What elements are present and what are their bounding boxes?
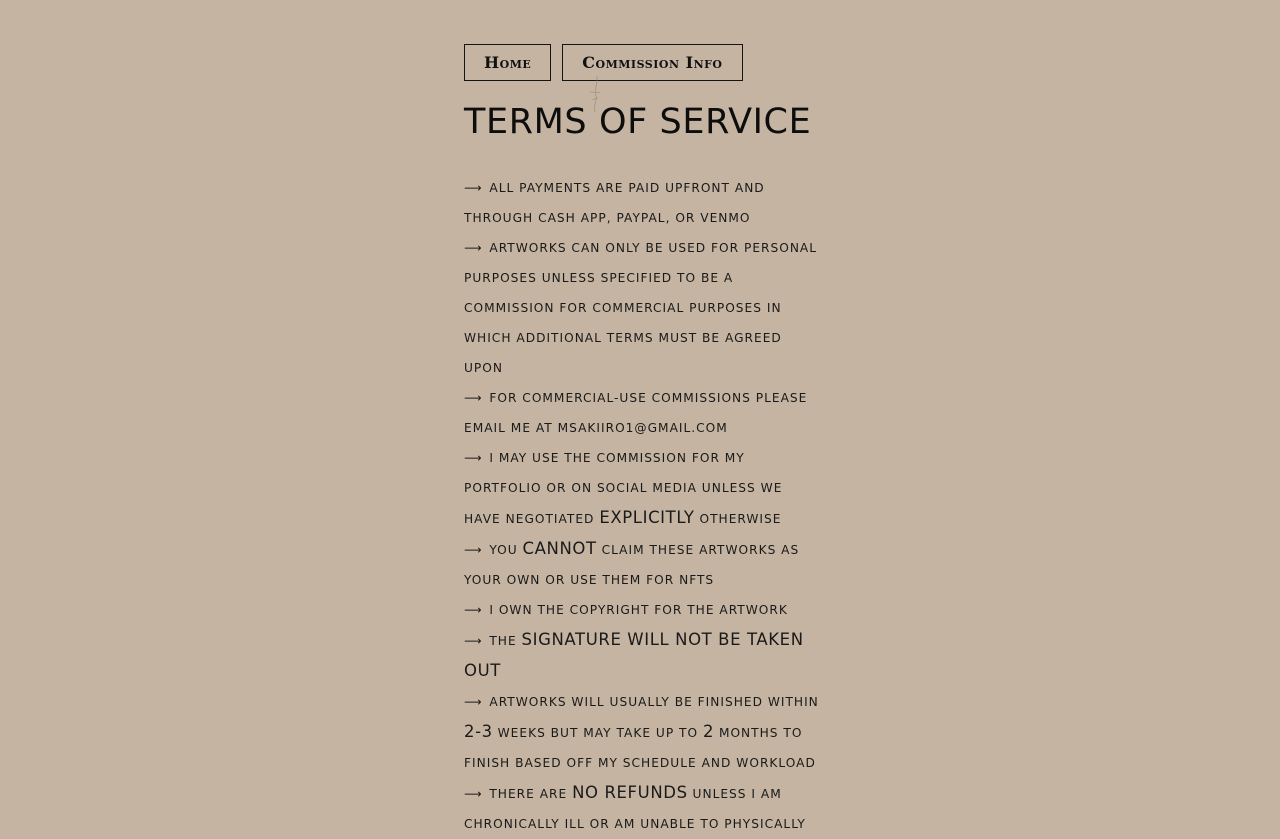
term-item: ⟶ ALL PAYMENTS ARE PAID UPFRONT AND THROUGH CASH APP, PAYPAL, OR VENMO xyxy=(464,181,765,225)
arrow-icon: ⟶ xyxy=(464,181,482,195)
commission-info-button[interactable]: Commission Info xyxy=(562,44,742,81)
emphasis-text: 2 xyxy=(702,722,715,741)
page-content xyxy=(464,44,824,839)
term-item: ⟶ YOU CANNOT CLAIM THESE ARTWORKS AS YOUR OWN OR USE THEM FOR NFTS xyxy=(464,539,800,587)
term-item: ⟶ I MAY USE THE COMMISSION FOR MY PORTFOLIO OR ON SOCIAL MEDIA UNLESS WE HAVE NEGOTIATED EXPLICITLY OTHERWISE xyxy=(464,451,783,527)
arrow-icon: ⟶ xyxy=(464,241,482,255)
top-nav xyxy=(464,44,824,81)
emphasis-text: SIGNATURE WILL NOT BE TAKEN OUT xyxy=(464,630,804,680)
term-item: ⟶ FOR COMMERCIAL-USE COMMISSIONS PLEASE EMAIL ME AT MSAKIIRO1@GMAIL.COM xyxy=(464,391,808,435)
terms-list xyxy=(464,173,824,839)
term-item: ⟶ THERE ARE NO REFUNDS UNLESS I AM CHRONICALLY ILL OR AM UNABLE TO PHYSICALLY xyxy=(464,783,806,831)
term-item: ⟶ ARTWORKS CAN ONLY BE USED FOR PERSONAL PURPOSES UNLESS SPECIFIED TO BE A COMMISSION FOR COMMERCIAL PURPOSES IN WHICH ADDITIONAL TERMS MUST BE AGREED UPON xyxy=(464,241,818,375)
emphasis-text: 2-3 xyxy=(464,722,493,741)
arrow-icon: ⟶ xyxy=(464,787,482,801)
arrow-icon: ⟶ xyxy=(464,603,482,617)
home-button[interactable]: Home xyxy=(464,44,551,81)
term-item: ⟶ THE SIGNATURE WILL NOT BE TAKEN OUT xyxy=(464,630,804,680)
arrow-icon: ⟶ xyxy=(464,634,482,648)
emphasis-text: EXPLICITLY xyxy=(599,508,695,527)
emphasis-text: NO REFUNDS xyxy=(572,783,688,802)
emphasis-text: CANNOT xyxy=(522,539,597,558)
arrow-icon: ⟶ xyxy=(464,451,482,465)
arrow-icon: ⟶ xyxy=(464,695,482,709)
term-item: ⟶ I OWN THE COPYRIGHT FOR THE ARTWORK xyxy=(464,603,788,617)
arrow-icon: ⟶ xyxy=(464,391,482,405)
page-title: TERMS OF SERVICE xyxy=(464,102,812,142)
term-item: ⟶ ARTWORKS WILL USUALLY BE FINISHED WITHIN 2-3 WEEKS BUT MAY TAKE UP TO 2 MONTHS TO FINISH BASED OFF MY SCHEDULE AND WORKLOAD xyxy=(464,695,819,770)
arrow-icon: ⟶ xyxy=(464,543,482,557)
